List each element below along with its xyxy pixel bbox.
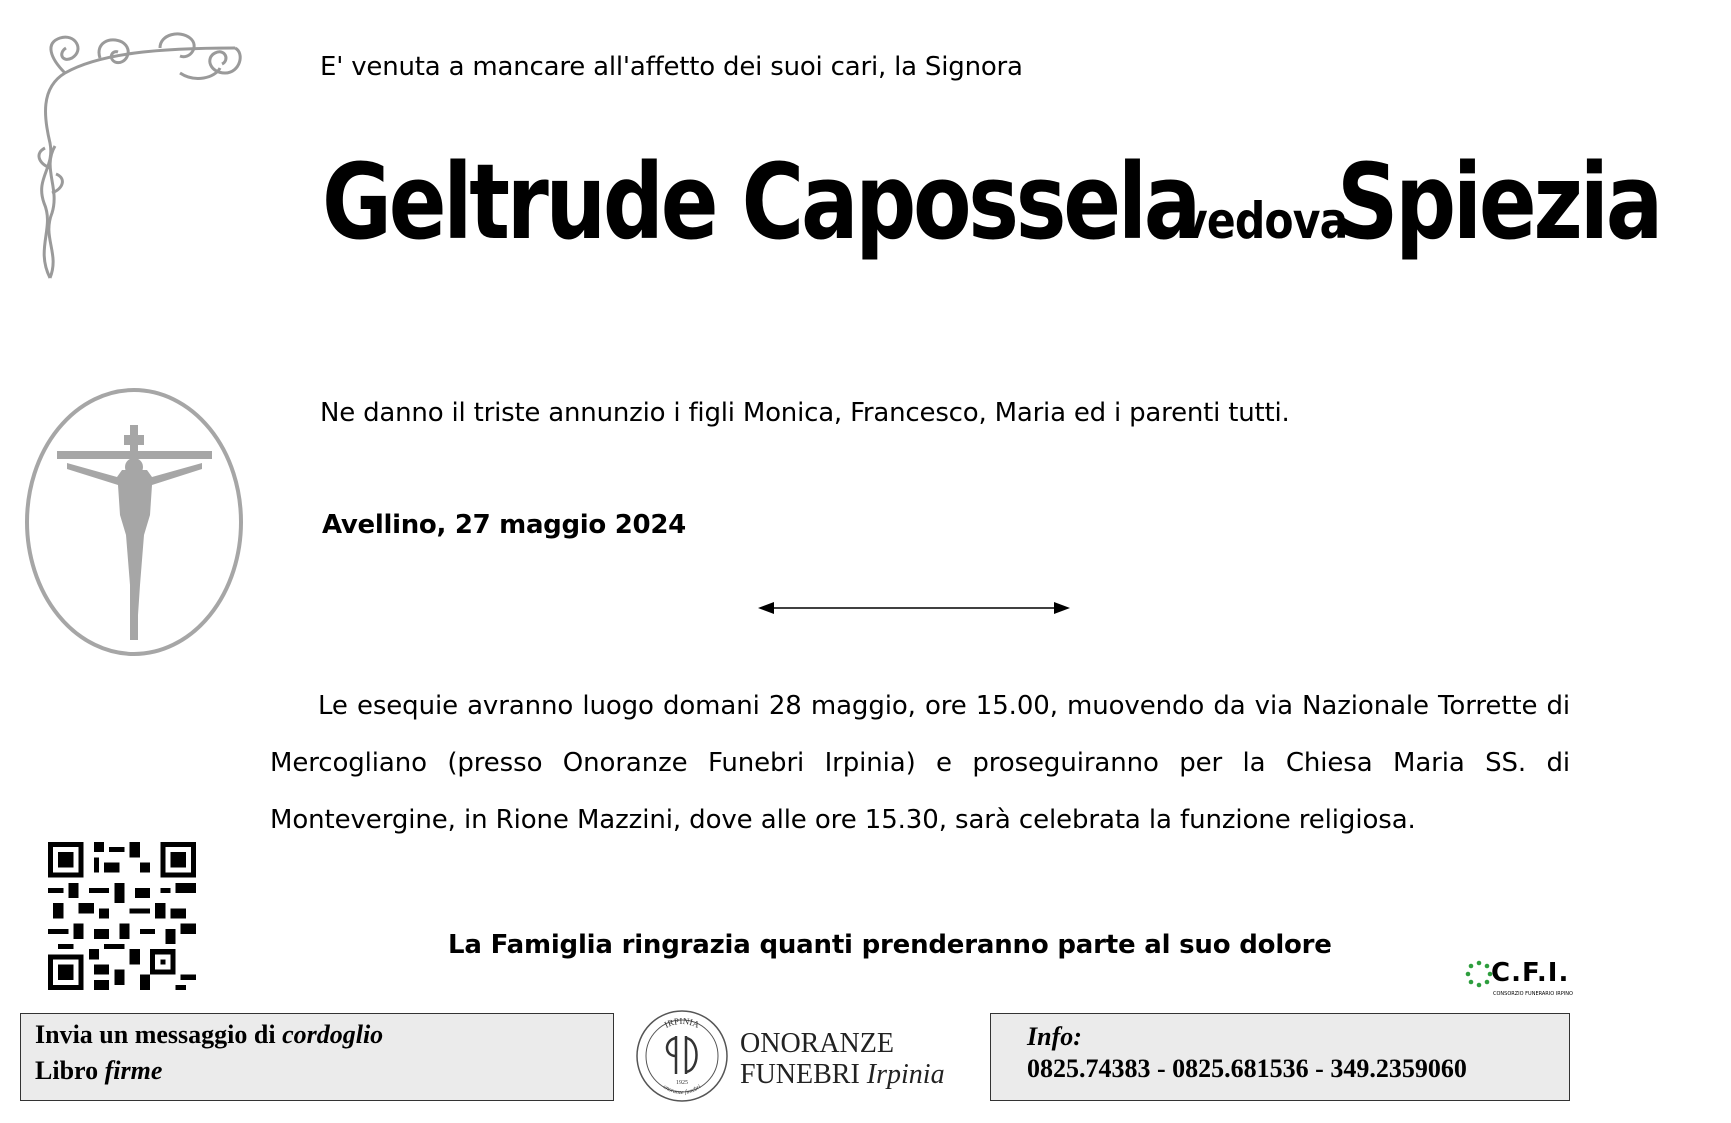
guestbook-link[interactable] xyxy=(35,1056,162,1086)
brand-line2 xyxy=(740,1059,945,1090)
place-date: Avellino, 27 maggio 2024 xyxy=(322,510,686,540)
corner-scroll-ornament-icon xyxy=(30,28,250,288)
svg-text:IRPINIA xyxy=(663,1016,702,1030)
cfi-dots-icon xyxy=(1465,960,1493,988)
guestbook-prefix: Libro xyxy=(35,1056,105,1085)
name-last: Spiezia xyxy=(1337,141,1661,263)
cfi-logo-icon xyxy=(1465,958,1575,1008)
logo-bottom-text: onoranze funebri xyxy=(661,1083,703,1097)
announcement-text: Ne danno il triste annunzio i figli Monica, Francesco, Maria ed i parenti tutti. xyxy=(320,398,1290,428)
brand-line2-prefix: FUNEBRI xyxy=(740,1059,867,1090)
logo-year: 1925 xyxy=(676,1080,688,1086)
info-box xyxy=(990,1013,1570,1101)
funeral-home-seal-icon xyxy=(632,1006,732,1106)
family-thanks: La Famiglia ringrazia quanti prenderanno parte al suo dolore xyxy=(448,930,1332,960)
phone-numbers[interactable]: 0825.74383 - 0825.681536 - 349.2359060 xyxy=(1027,1054,1467,1083)
crucifix-icon xyxy=(22,385,247,660)
double-arrow-icon xyxy=(758,598,1070,618)
send-condolence-italic: cordoglio xyxy=(282,1020,384,1049)
name-first: Geltrude Capossela xyxy=(322,141,1199,263)
logo-top-text: IRPINIA xyxy=(662,1015,702,1030)
name-connector: vedova xyxy=(1180,192,1348,250)
info-label: Info: xyxy=(1027,1022,1082,1051)
brand-line2-italic: Irpinia xyxy=(866,1059,945,1090)
qr-code-icon[interactable] xyxy=(48,842,196,990)
intro-text: E' venuta a mancare all'affetto dei suoi cari, la Signora xyxy=(320,52,1023,82)
condolence-box[interactable] xyxy=(20,1013,614,1101)
brand-line1: ONORANZE xyxy=(740,1028,894,1059)
send-condolence-link[interactable] xyxy=(35,1020,383,1050)
cfi-logo-subtext: CONSORZIO FUNERARIO IRPINO xyxy=(1493,991,1573,997)
funeral-home-brand xyxy=(740,1028,945,1090)
funeral-details: Le esequie avranno luogo domani 28 maggio, ore 15.00, muovendo da via Nazionale Torrette di Mercogliano (presso Onoranze Funebri Irpinia) e proseguiranno per la Chiesa Maria SS. di Montevergine, in Rione Mazzini, dove alle ore 15.30, sarà celebrata la funzione religiosa. xyxy=(270,691,1570,835)
cfi-logo-text: C.F.I. xyxy=(1491,958,1570,988)
deceased-name xyxy=(322,141,1661,320)
guestbook-italic: firme xyxy=(104,1056,163,1085)
send-condolence-prefix: Invia un messaggio di xyxy=(35,1020,283,1049)
